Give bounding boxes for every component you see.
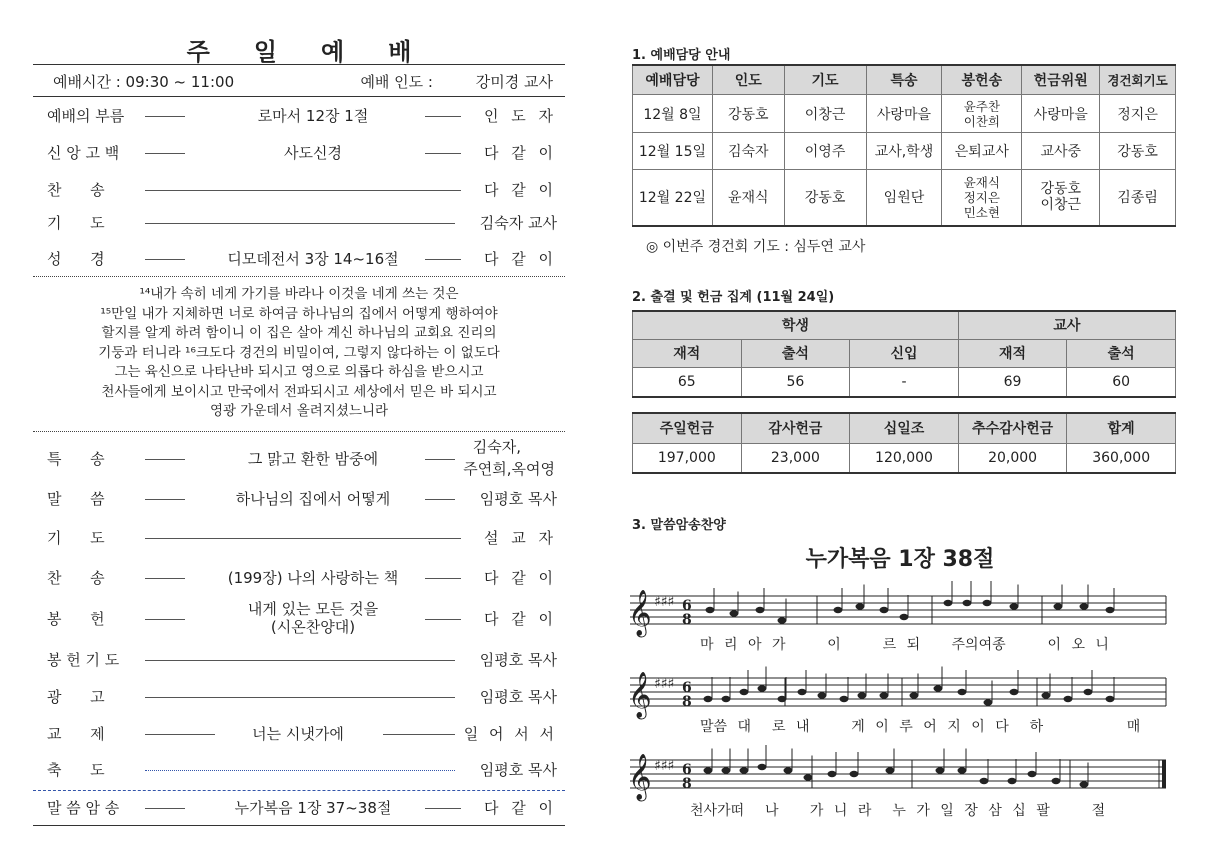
lyric: 가: [717, 803, 731, 819]
leader-line: [145, 190, 461, 191]
order-person: 다 같 이: [483, 569, 557, 587]
title-char: 예: [321, 38, 345, 66]
note-head: [828, 771, 837, 777]
lyric: 르: [882, 637, 897, 653]
table-row: [633, 133, 1176, 170]
table-cell: 윤주찬 이찬희: [942, 95, 1022, 133]
attendance-table: [632, 310, 1176, 398]
table-cell: 김종림: [1100, 170, 1176, 226]
duty-table: [632, 64, 1176, 227]
table-cell: 사랑마을: [1022, 95, 1100, 133]
time-sig: 8: [682, 612, 692, 628]
note-head: [758, 764, 767, 770]
note-head: [850, 771, 859, 777]
note-head: [804, 774, 813, 780]
note-head: [1028, 771, 1037, 777]
order-person: 다 같 이: [483, 799, 557, 817]
leader-line: [145, 808, 185, 809]
order-label: 말 씀: [47, 490, 105, 508]
note-head: [900, 614, 909, 620]
leader-line: [145, 660, 455, 661]
table-header: 십일조: [850, 413, 959, 443]
note-head: [963, 600, 972, 606]
table-cell: 윤재식 정지은 민소현: [942, 170, 1022, 226]
order-content: 사도신경: [284, 144, 342, 162]
order-person: 다 같 이: [483, 250, 557, 268]
table-cell: 56: [741, 367, 850, 397]
note-head: [1106, 607, 1115, 613]
note-head: [944, 600, 953, 606]
order-content: 누가복음 1장 37~38절: [234, 799, 392, 817]
page-title: [33, 32, 565, 67]
note-head: [1010, 603, 1019, 609]
treble-clef-icon: 𝄞: [628, 590, 652, 636]
table-header: 봉헌송: [942, 65, 1022, 95]
order-row: [33, 792, 565, 822]
order-row: [33, 596, 565, 640]
title-char: 주: [186, 38, 210, 66]
order-person: 다 같 이: [483, 181, 557, 199]
lyric: 내: [795, 719, 810, 735]
order-content: 디모데전서 3장 14~16절: [227, 250, 399, 268]
note-head: [856, 603, 865, 609]
note-head: [778, 696, 787, 702]
note-head: [704, 767, 713, 773]
lyric: 십: [1012, 803, 1026, 819]
order-content: (199장) 나의 사랑하는 책: [227, 569, 399, 587]
note-head: [784, 767, 793, 773]
table-header: 재적: [633, 339, 742, 367]
leader-line: [425, 619, 461, 620]
section-title: 2. 출결 및 헌금 집계 (11월 24일): [632, 290, 835, 305]
table-cell: 120,000: [850, 443, 959, 473]
note-head: [1052, 778, 1061, 784]
leader-line: [425, 578, 461, 579]
note-head: [983, 600, 992, 606]
table-cell: 12월 22일: [633, 170, 713, 226]
leader-line: [425, 808, 461, 809]
lyric: 라: [857, 803, 872, 819]
table-row: [633, 367, 1176, 397]
table-row: [633, 170, 1176, 226]
order-row: [33, 243, 565, 273]
scripture-line: 영광 가운데서 올려지셨느니라: [209, 403, 389, 419]
order-person: 다 같 이: [483, 144, 557, 162]
table-cell: -: [850, 367, 959, 397]
lyric: 떠: [730, 803, 745, 819]
note-head: [1008, 778, 1017, 784]
lyric: 로: [771, 719, 786, 735]
sheet-music: [622, 576, 1178, 838]
order-label: 축 도: [47, 761, 105, 779]
treble-clef-icon: 𝄞: [628, 672, 652, 718]
note-head: [778, 617, 787, 623]
song-title: 누가복음 1장 38절: [805, 547, 995, 572]
table-header: 합계: [1067, 413, 1176, 443]
order-of-worship: [33, 30, 565, 830]
order-label: 찬 송: [47, 569, 105, 587]
table-header: 주일헌금: [633, 413, 742, 443]
note-head: [834, 607, 843, 613]
table-cell: 이영주: [784, 133, 866, 170]
time-sig: 8: [682, 776, 692, 792]
leader-line: [145, 538, 461, 539]
lyrics-line-1: [700, 634, 1109, 654]
table-cell: 이창근: [784, 95, 866, 133]
clefs: [628, 590, 692, 802]
order-label: 특 송: [47, 450, 105, 468]
prayer-note: ◎ 이번주 경건회 기도 : 심두연 교사: [646, 239, 866, 255]
note-head: [1106, 696, 1115, 702]
notes: [704, 581, 1115, 788]
order-content: (시온찬양대): [270, 618, 356, 636]
note-head: [858, 692, 867, 698]
note-head: [704, 696, 713, 702]
table-header: 특송: [866, 65, 942, 95]
table-row: [633, 95, 1176, 133]
leader-line: [145, 770, 455, 771]
note-head: [980, 778, 989, 784]
time-sig: 6: [682, 598, 692, 614]
table-header: 인도: [712, 65, 784, 95]
lyric: 이: [1047, 637, 1061, 653]
order-content: 너는 시냇가에: [252, 725, 344, 743]
service-info: [33, 66, 565, 96]
order-row: [33, 644, 565, 674]
leader-line: [425, 499, 455, 500]
order-row: [33, 100, 565, 130]
order-row: [33, 718, 565, 748]
table-cell: 임원단: [866, 170, 942, 226]
lyric: 종: [992, 637, 1006, 653]
lyric: 씀: [713, 719, 728, 735]
divider: [33, 431, 565, 432]
note-head: [958, 689, 967, 695]
leader-line: [145, 459, 185, 460]
lyric: 절: [1091, 803, 1106, 819]
lyric: 말: [700, 719, 714, 735]
lyric: 리: [723, 637, 738, 653]
leader-line: [145, 116, 185, 117]
order-content: 하나님의 집에서 어떻게: [235, 490, 391, 508]
order-person: 임평호 목사: [479, 490, 557, 508]
order-label: 신 앙 고 백: [47, 144, 120, 162]
note-head: [740, 767, 749, 773]
order-person: 임평호 목사: [479, 688, 557, 706]
table-header: 헌금위원: [1022, 65, 1100, 95]
lyric: 이: [875, 719, 889, 735]
offering-table: [632, 412, 1176, 474]
order-row: [33, 174, 565, 204]
table-header: 감사헌금: [741, 413, 850, 443]
order-row: [33, 207, 565, 237]
lyric: 다: [995, 719, 1009, 735]
order-label: 찬 송: [47, 181, 105, 199]
order-label: 기 도: [47, 214, 105, 232]
divider: [33, 64, 565, 65]
leader-line: [425, 259, 461, 260]
order-label: 교 제: [47, 725, 105, 743]
order-person: 임평호 목사: [479, 651, 557, 669]
table-row: [633, 443, 1176, 473]
lyrics-line-3: [690, 800, 1105, 820]
leader-line: [145, 697, 455, 698]
divider: [33, 825, 565, 826]
leader-line: [145, 734, 215, 735]
scripture-line: ¹⁵만일 내가 지체하면 너로 하여금 하나님의 집에서 어떻게 행하여야: [100, 305, 498, 322]
lyric: 가: [916, 803, 930, 819]
table-header: 경건회기도: [1100, 65, 1176, 95]
table-header: 재적: [958, 339, 1067, 367]
table-cell: 정지은: [1100, 95, 1176, 133]
table-header: 출석: [741, 339, 850, 367]
note-head: [1042, 692, 1051, 698]
lyric: 매: [1126, 719, 1141, 735]
leader-line: [425, 153, 461, 154]
order-content: 그 맑고 환한 밤중에: [247, 450, 379, 468]
note-head: [1054, 603, 1063, 609]
lyric: 어: [923, 719, 937, 735]
note-head: [958, 767, 967, 773]
note-head: [910, 692, 919, 698]
lyric: 이: [971, 719, 985, 735]
table-cell: 197,000: [633, 443, 742, 473]
scripture-line: 천사들에게 보이시고 만국에서 전파되시고 세상에서 믿은 바 되시고: [101, 383, 497, 400]
order-label: 봉 헌 기 도: [47, 651, 120, 669]
table-cell: 교사중: [1022, 133, 1100, 170]
table-header: 교사: [958, 311, 1175, 339]
note-head: [756, 607, 765, 613]
table-header: 기도: [784, 65, 866, 95]
note-head: [706, 607, 715, 613]
lyric: 니: [833, 803, 848, 819]
table-cell: 23,000: [741, 443, 850, 473]
time-sig: 6: [682, 762, 692, 778]
table-cell: 김숙자: [712, 133, 784, 170]
lyric: 지: [947, 719, 961, 735]
table-header: 추수감사헌금: [958, 413, 1067, 443]
note-head: [818, 692, 827, 698]
lyric: 의: [965, 637, 979, 653]
table-cell: 강동호 이창근: [1022, 170, 1100, 226]
leader-name: 강미경 교사: [475, 73, 553, 91]
scripture-line: 그는 육신으로 나타난바 되시고 영으로 의롭다 하심을 받으시고: [114, 364, 484, 380]
note-head: [1064, 696, 1073, 702]
lyric: 일: [940, 803, 954, 819]
leader-line: [425, 116, 461, 117]
leader-line: [425, 459, 455, 460]
table-cell: 강동호: [1100, 133, 1176, 170]
table-cell: 은퇴교사: [942, 133, 1022, 170]
order-label: 말 씀 암 송: [47, 799, 120, 817]
lyric: 니: [1095, 637, 1109, 653]
leader-line: [145, 499, 185, 500]
lyric: 가: [809, 803, 824, 819]
note-head: [722, 696, 731, 702]
lyric: 삼: [988, 803, 1002, 819]
order-person: 김숙자 교사: [479, 214, 557, 232]
leader-line: [383, 734, 455, 735]
order-person: 임평호 목사: [479, 761, 557, 779]
scripture-line: 기둥과 터니라 ¹⁶크도다 경건의 비밀이여, 그렇지 않다하는 이 없도다: [98, 344, 500, 361]
time-sig: 8: [682, 694, 692, 710]
treble-clef-icon: 𝄞: [628, 754, 652, 800]
order-person: 다 같 이: [483, 610, 557, 628]
note-head: [798, 689, 807, 695]
scripture-line: ¹⁴내가 속히 네게 가기를 바라나 이것을 네게 쓰는 것은: [139, 286, 459, 302]
order-label: 봉 헌: [47, 610, 105, 628]
title-char: 일: [253, 38, 277, 66]
lyric: 천: [690, 803, 704, 819]
lyric: 루: [899, 719, 913, 735]
note-head: [840, 696, 849, 702]
lyric: 주: [951, 637, 966, 653]
section-title: 3. 말씀암송찬양: [632, 518, 726, 533]
leader-line: [145, 153, 185, 154]
divider: [33, 276, 565, 277]
table-cell: 사랑마을: [866, 95, 942, 133]
order-person: 주연희,옥여영: [463, 460, 555, 478]
lyric: 아: [747, 637, 762, 653]
leader-line: [145, 619, 185, 620]
note-head: [730, 610, 739, 616]
order-row: [33, 522, 565, 552]
lyric: 오: [1071, 637, 1085, 653]
lyric: 팔: [1036, 803, 1050, 819]
order-row: [33, 754, 565, 784]
lyric: 하: [1029, 719, 1044, 735]
time-sig: 6: [682, 680, 692, 696]
note-head: [722, 767, 731, 773]
table-cell: 12월 15일: [633, 133, 713, 170]
order-person: 김숙자,: [472, 438, 521, 456]
scripture-text: [33, 285, 565, 422]
order-person: 일 어 서 서: [463, 725, 557, 743]
order-row: [33, 436, 565, 476]
leader-line: [145, 223, 455, 224]
table-cell: 강동호: [712, 95, 784, 133]
lyric: 사: [703, 803, 718, 819]
lyric: 장: [964, 803, 978, 819]
lyric: 나: [765, 803, 779, 819]
sharp-icon: ♯♯♯: [654, 758, 675, 774]
table-cell: 69: [958, 367, 1067, 397]
order-label: 성 경: [47, 250, 105, 268]
lyric: 이: [827, 637, 841, 653]
table-cell: 12월 8일: [633, 95, 713, 133]
lyric: 게: [851, 719, 865, 735]
note-head: [1010, 689, 1019, 695]
service-time: 예배시간 : 09:30 ~ 11:00: [53, 73, 235, 91]
order-content: 내게 있는 모든 것을: [247, 600, 379, 618]
scripture-line: 할지를 알게 하려 함이니 이 집은 살아 계신 하나님의 교회요 진리의: [101, 325, 497, 341]
lyric: 누: [892, 803, 906, 819]
table-header: 신입: [850, 339, 959, 367]
note-head: [984, 699, 993, 705]
table-header: 학생: [633, 311, 959, 339]
order-content: 로마서 12장 1절: [257, 107, 369, 125]
order-label: 광 고: [47, 688, 105, 706]
order-person: 인 도 자: [483, 107, 557, 125]
leader-label: 예배 인도 :: [360, 73, 433, 91]
lyric: 가: [771, 637, 786, 653]
table-cell: 윤재식: [712, 170, 784, 226]
table-cell: 360,000: [1067, 443, 1176, 473]
table-header: 출석: [1067, 339, 1176, 367]
table-cell: 교사,학생: [866, 133, 942, 170]
lyrics-line-2: [700, 716, 1140, 736]
order-row: [33, 562, 565, 592]
order-label: 예배의 부름: [47, 107, 125, 125]
note-head: [936, 767, 945, 773]
note-head: [880, 607, 889, 613]
lyric: 대: [737, 719, 752, 735]
divider: [33, 790, 565, 791]
note-head: [740, 689, 749, 695]
order-row: [33, 483, 565, 513]
table-cell: 강동호: [784, 170, 866, 226]
order-row: [33, 681, 565, 711]
table-cell: 60: [1067, 367, 1176, 397]
table-header: 예배담당: [633, 65, 713, 95]
lyric: 여: [978, 637, 993, 653]
order-person: 설 교 자: [483, 529, 557, 547]
note-head: [1084, 689, 1093, 695]
title-char: 배: [388, 38, 412, 66]
note-head: [1080, 603, 1089, 609]
order-label: 기 도: [47, 529, 105, 547]
lyric: 되: [906, 637, 921, 653]
lyric: 마: [700, 637, 714, 653]
note-head: [880, 692, 889, 698]
sharp-icon: ♯♯♯: [654, 676, 675, 692]
table-cell: 65: [633, 367, 742, 397]
sharp-icon: ♯♯♯: [654, 594, 675, 610]
order-row: [33, 137, 565, 167]
note-head: [886, 767, 895, 773]
divider: [33, 96, 565, 97]
leader-line: [145, 578, 185, 579]
note-head: [1080, 781, 1089, 787]
table-cell: 20,000: [958, 443, 1067, 473]
leader-line: [145, 259, 185, 260]
note-head: [758, 685, 767, 691]
section-title: 1. 예배담당 안내: [632, 48, 731, 63]
note-head: [934, 685, 943, 691]
